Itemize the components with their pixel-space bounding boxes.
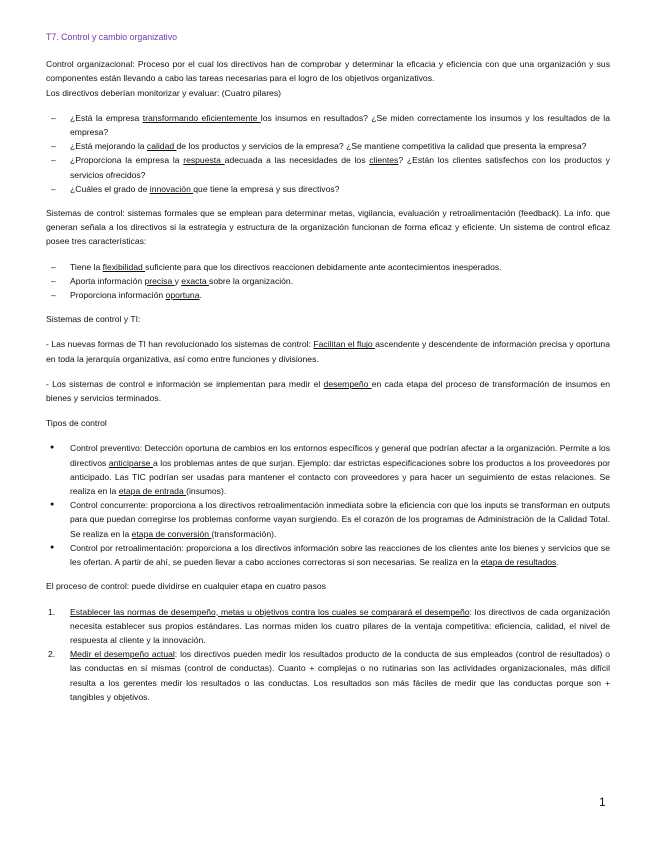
list-item: ● Control preventivo: Detección oportuna de cambios en los entornos específicos y general que podrían afectar a la organización. Permite a los directivos anticiparse a los problemas antes de que surjan. Ejemplo: dar estrictas especificaciones sobre los productos a los proveedores por anticipado. Las TIC podrían ser usadas para mantener el contacto con proveedores y para hacer un seguimiento de estas relaciones. Se realiza en la etapa de entrada (insumos). — [46, 441, 610, 498]
list-item: – ¿Cuáles el grado de innovación que tiene la empresa y sus directivos? — [46, 182, 610, 196]
page-number: 1 — [599, 795, 606, 809]
list-item: 2. Medir el desempeño actual: los directivos pueden medir los resultados producto de la conducta de sus empleados (control de resultados) o las conductas en sí mismas (control de conductas). Cuanto + complejas o no rutinarias son las actividades organizacionales, más difícil resulta a los gerentes medir los resultados o las conductas. Los resultados son más fáciles de medir que las conductas porque son + tangibles y objetivos. — [48, 649, 611, 702]
process-heading: El proceso de control: puede dividirse en cualquier etapa en cuatro pasos — [46, 581, 326, 592]
list-item: – Aporta información precisa y exacta sobre la organización. — [46, 274, 610, 288]
definition-paragraph: Control organizacional: Proceso por el cual los directivos han de comprobar y determinar la eficacia y eficiencia con que una organización y sus componentes están llevando a cabo las tareas necesarias para el logro de los objetivos organizativos. — [46, 59, 610, 84]
document-page — [46, 30, 610, 714]
list-item: ● Control concurrente: proporciona a los directivos retroalimentación inmediata sobre la eficiencia con que los inputs se transforman en outputs para que puedan corregirse los problemas conforme vayan surgiendo. Es el corazón de los programas de Administración de la Calidad Total. Se realiza en la etapa de conversión (transformación). — [46, 498, 610, 541]
control-systems-paragraph: Sistemas de control: sistemas formales que se emplean para determinar metas, vigilancia, evaluación y retroalimentación (feedback). La info. que generan señala a los directivos si la estrategia y estructura de la organización funcionan de forma eficaz y eficiente. Un sistema de control eficaz posee tres características: — [46, 208, 610, 247]
list-item: – ¿Está mejorando la calidad de los productos y servicios de la empresa? ¿Se mantiene competitiva la calidad que presenta la empresa? — [46, 139, 610, 153]
steps-list — [46, 605, 610, 704]
list-item: ● Control por retroalimentación: proporciona a los directivos información sobre las reacciones de los clientes ante los bienes y servicios que se les ofertan. A partir de ahí, se pueden llevar a cabo acciones correctoras si son necesarias. Se realiza en la etapa de resultados. — [46, 541, 610, 569]
list-item: – ¿Proporciona la empresa la respuesta adecuada a las necesidades de los clientes? ¿Están los clientes satisfechos con los productos y servicios ofrecidos? — [46, 153, 610, 181]
pillars-list — [46, 111, 610, 196]
ti-heading: Sistemas de control y TI: — [46, 314, 141, 325]
characteristics-list — [46, 260, 610, 303]
list-item: – ¿Está la empresa transformando eficientemente los insumos en resultados? ¿Se miden correctamente los insumos y los resultados de la empresa? — [46, 111, 610, 139]
document-title: T7. Control y cambio organizativo — [46, 32, 178, 42]
list-item: – Tiene la flexibilidad suficiente para que los directivos reaccionen debidamente ante acontecimientos inesperados. — [46, 260, 610, 274]
list-item: – Proporciona información oportuna. — [46, 288, 610, 302]
types-heading: Tipos de control — [46, 418, 107, 429]
types-list — [46, 441, 610, 569]
ti-paragraph-1: - Las nuevas formas de TI han revolucionado los sistemas de control: Facilitan el flujo ascendente y descendente de información precisa y oportuna en toda la jerarquía organizativa, así como entre funciones y divisiones. — [46, 339, 610, 364]
list-item: 1. Establecer las normas de desempeño, metas u objetivos contra los cuales se comparará el desempeño: los directivos de cada organización necesita establecer sus propios estándares. Las normas miden los cuatro pilares de la ventaja competitiva: eficiencia, calidad, el nivel de respuesta al cliente y la innovación. — [48, 606, 610, 645]
pillars-intro: Los directivos deberían monitorizar y evaluar: (Cuatro pilares) — [46, 87, 281, 98]
ti-paragraph-2: - Los sistemas de control e información se implementan para medir el desempeño en cada etapa del proceso de transformación de insumos en bienes y servicios terminados. — [46, 378, 610, 404]
